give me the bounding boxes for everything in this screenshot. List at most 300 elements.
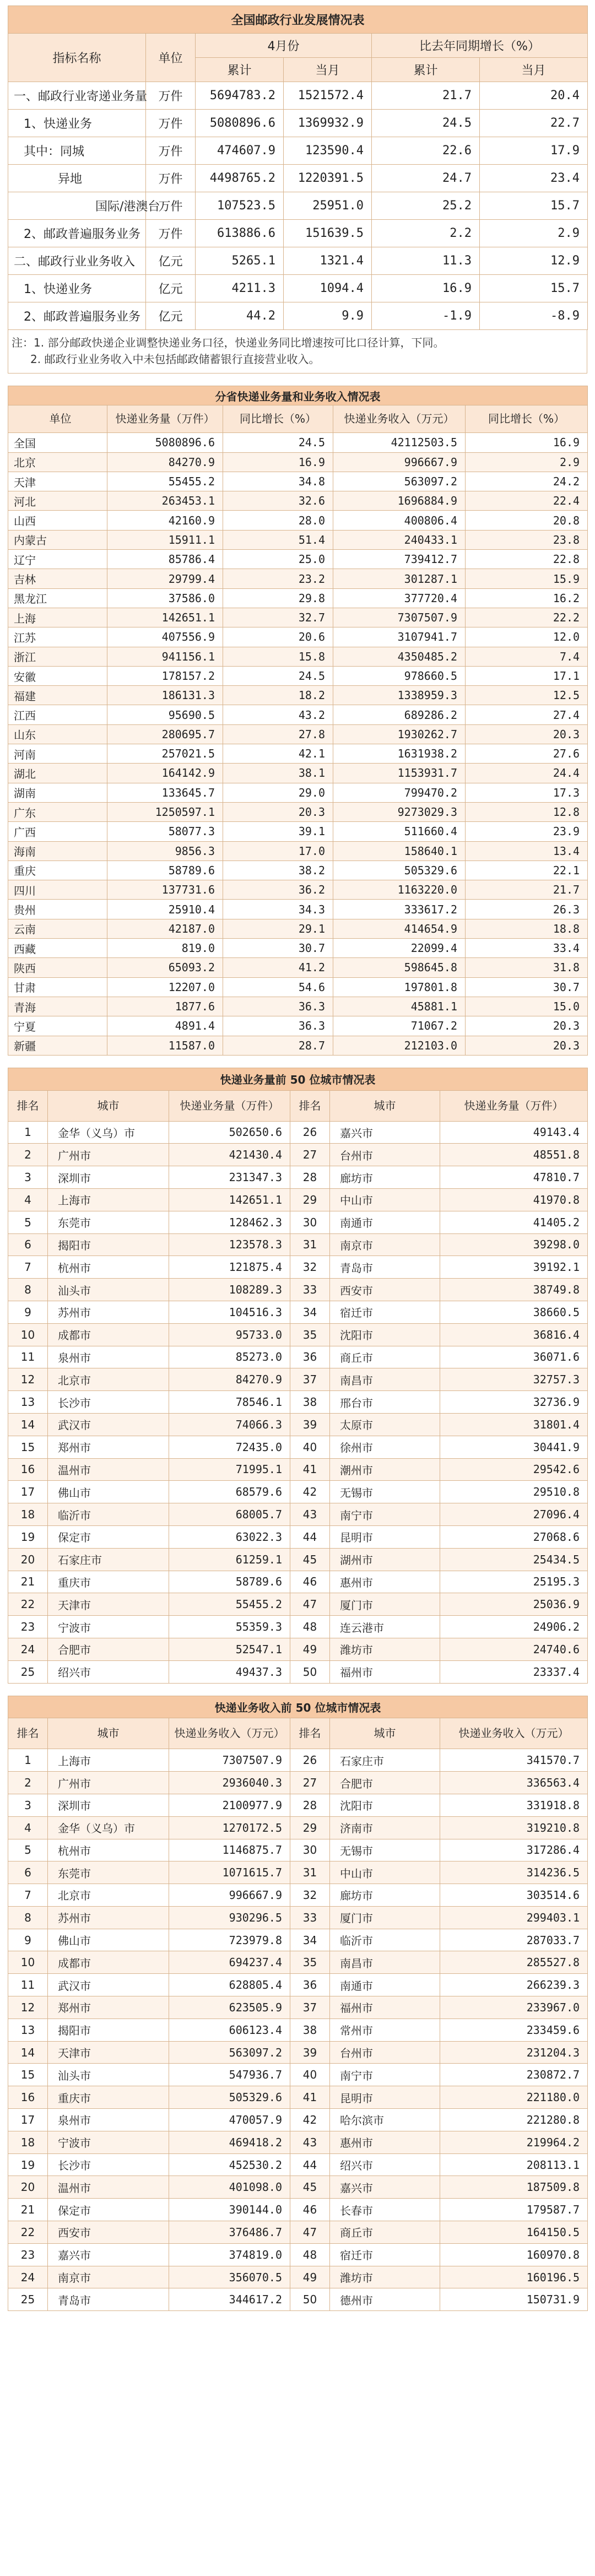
volume-growth: 34.8: [223, 472, 333, 491]
city-name: 南昌市: [330, 1951, 440, 1974]
rank: 3: [8, 1794, 48, 1816]
city-name: 郑州市: [48, 1436, 169, 1458]
volume-value: 178157.2: [107, 666, 223, 685]
table-row: [8, 110, 588, 137]
revenue-value: 996667.9: [333, 452, 466, 472]
city-name: 保定市: [48, 2199, 169, 2221]
table-row: [8, 1279, 588, 1301]
current-value: 1321.4: [284, 247, 372, 275]
value: 25036.9: [440, 1593, 588, 1616]
table-row: [8, 1368, 588, 1391]
table-row: [8, 666, 588, 685]
top50-revenue-table: [8, 1696, 588, 2312]
table-row: [8, 1816, 588, 1839]
rank: 18: [8, 1503, 48, 1526]
rank: 44: [290, 2153, 330, 2176]
value: 502650.6: [169, 1121, 290, 1144]
current-value: 9.9: [284, 302, 372, 330]
value: 628805.4: [169, 1974, 290, 1996]
city-name: 长春市: [330, 2199, 440, 2221]
table-row: [8, 1951, 588, 1974]
volume-growth: 29.0: [223, 783, 333, 802]
table-row: [8, 1016, 588, 1036]
table-row: [8, 1974, 588, 1996]
rank: 16: [8, 1458, 48, 1481]
value: 71995.1: [169, 1458, 290, 1481]
revenue-growth: 17.3: [466, 783, 588, 802]
table-row: [8, 627, 588, 647]
table-row: [8, 2086, 588, 2109]
value: 32736.9: [440, 1391, 588, 1414]
city-name: 潮州市: [330, 1458, 440, 1481]
city-name: 天津市: [48, 1593, 169, 1616]
city-name: 西安市: [48, 2221, 169, 2244]
value: 233459.6: [440, 2018, 588, 2041]
value: 31801.4: [440, 1413, 588, 1436]
rank: 42: [290, 1481, 330, 1503]
city-name: 天津市: [48, 2041, 169, 2064]
volume-value: 1250597.1: [107, 802, 223, 821]
city-name: 南京市: [330, 1233, 440, 1256]
city-name: 苏州市: [48, 1301, 169, 1323]
revenue-value: 414654.9: [333, 919, 466, 938]
volume-growth: 29.8: [223, 588, 333, 608]
rank: 6: [8, 1861, 48, 1884]
rank: 35: [290, 1323, 330, 1346]
volume-growth: 16.9: [223, 452, 333, 472]
growth-cumulative: -1.9: [372, 302, 480, 330]
city-name: 商丘市: [330, 2221, 440, 2244]
province-name: 河北: [8, 491, 107, 511]
value: 27068.6: [440, 1525, 588, 1548]
city-name: 连云港市: [330, 1616, 440, 1638]
table-row: [8, 608, 588, 627]
table-row: [8, 220, 588, 247]
volume-value: 137731.6: [107, 880, 223, 900]
volume-value: 407556.9: [107, 627, 223, 647]
city-name: 台州市: [330, 2041, 440, 2064]
city-name: 泉州市: [48, 2109, 169, 2131]
table-row: [8, 275, 588, 302]
province-name: 贵州: [8, 900, 107, 919]
volume-growth: 54.6: [223, 977, 333, 997]
table-row: [8, 1436, 588, 1458]
cumulative-value: 107523.5: [196, 192, 284, 220]
city-name: 金华（义乌）市: [48, 1816, 169, 1839]
volume-value: 4891.4: [107, 1016, 223, 1036]
unit-cell: 亿元: [146, 302, 196, 330]
volume-value: 263453.1: [107, 491, 223, 511]
value: 231347.3: [169, 1166, 290, 1189]
volume-value: 164142.9: [107, 764, 223, 783]
revenue-value: 45881.1: [333, 997, 466, 1016]
volume-value: 55455.2: [107, 472, 223, 491]
volume-growth: 20.3: [223, 802, 333, 821]
volume-value: 84270.9: [107, 452, 223, 472]
table-row: [8, 82, 588, 110]
value: 187509.8: [440, 2176, 588, 2199]
table-row: [8, 1638, 588, 1660]
revenue-value: 598645.8: [333, 958, 466, 977]
rank: 43: [290, 2131, 330, 2153]
city-name: 福州市: [330, 1660, 440, 1683]
rank: 2: [8, 1772, 48, 1794]
table-row: [8, 1211, 588, 1233]
table-row: [8, 2199, 588, 2221]
value: 287033.7: [440, 1929, 588, 1951]
volume-growth: 32.6: [223, 491, 333, 511]
province-name: 湖南: [8, 783, 107, 802]
province-name: 广西: [8, 822, 107, 841]
revenue-growth: 2.9: [466, 452, 588, 472]
value: 505329.6: [169, 2086, 290, 2109]
volume-value: 257021.5: [107, 744, 223, 764]
rank: 19: [8, 1525, 48, 1548]
table-row: [8, 137, 588, 165]
table-row: [8, 511, 588, 530]
unit-cell: 万件: [146, 220, 196, 247]
growth-cumulative: 21.7: [372, 82, 480, 110]
rank: 50: [290, 2288, 330, 2311]
value: 150731.9: [440, 2288, 588, 2311]
rank: 17: [8, 1481, 48, 1503]
value: 299403.1: [440, 1906, 588, 1929]
province-name: 全国: [8, 433, 107, 452]
rank: 33: [290, 1279, 330, 1301]
rank: 24: [8, 2266, 48, 2288]
province-express-table: [8, 386, 588, 1056]
rank: 32: [290, 1256, 330, 1279]
rank: 13: [8, 1391, 48, 1414]
table-row: [8, 1571, 588, 1593]
t2-header-volume: 快递业务量（万件）: [107, 405, 223, 433]
province-name: 新疆: [8, 1036, 107, 1055]
value: 85273.0: [169, 1346, 290, 1368]
growth-current: 20.4: [480, 82, 588, 110]
city-name: 成都市: [48, 1323, 169, 1346]
rank: 41: [290, 1458, 330, 1481]
table-row: [8, 165, 588, 192]
t3-header-city: 城市: [48, 1090, 169, 1121]
table-row: [8, 302, 588, 330]
city-name: 厦门市: [330, 1593, 440, 1616]
volume-growth: 36.3: [223, 1016, 333, 1036]
table-row: [8, 1121, 588, 1144]
table-row: [8, 686, 588, 705]
table-row: [8, 1996, 588, 2019]
unit-cell: 亿元: [146, 275, 196, 302]
city-name: 南通市: [330, 1211, 440, 1233]
cumulative-value: 474607.9: [196, 137, 284, 165]
city-name: 东莞市: [48, 1861, 169, 1884]
city-name: 嘉兴市: [330, 2176, 440, 2199]
rank: 10: [8, 1323, 48, 1346]
table-row: [8, 764, 588, 783]
unit-cell: 万件: [146, 192, 196, 220]
table-row: [8, 2221, 588, 2244]
rank: 5: [8, 1211, 48, 1233]
table-row: [8, 958, 588, 977]
value: 104516.3: [169, 1301, 290, 1323]
revenue-value: 240433.1: [333, 530, 466, 549]
city-name: 杭州市: [48, 1839, 169, 1861]
rank: 42: [290, 2109, 330, 2131]
city-name: 昆明市: [330, 1525, 440, 1548]
table-row: [8, 1458, 588, 1481]
revenue-growth: 13.4: [466, 841, 588, 861]
value: 55359.3: [169, 1616, 290, 1638]
value: 78546.1: [169, 1391, 290, 1414]
table-row: [8, 1884, 588, 1907]
value: 319210.8: [440, 1816, 588, 1839]
volume-growth: 32.7: [223, 608, 333, 627]
city-name: 东莞市: [48, 1211, 169, 1233]
city-name: 合肥市: [330, 1772, 440, 1794]
province-name: 内蒙古: [8, 530, 107, 549]
value: 303514.6: [440, 1884, 588, 1907]
city-name: 潍坊市: [330, 2266, 440, 2288]
rank: 9: [8, 1301, 48, 1323]
rank: 32: [290, 1884, 330, 1907]
value: 1146875.7: [169, 1839, 290, 1861]
rank: 46: [290, 2199, 330, 2221]
growth-current: 12.9: [480, 247, 588, 275]
revenue-growth: 22.1: [466, 861, 588, 880]
province-name: 福建: [8, 686, 107, 705]
city-name: 温州市: [48, 2176, 169, 2199]
province-name: 江苏: [8, 627, 107, 647]
table-row: [8, 192, 588, 220]
rank: 27: [290, 1144, 330, 1166]
rank: 19: [8, 2153, 48, 2176]
revenue-value: 400806.4: [333, 511, 466, 530]
revenue-value: 511660.4: [333, 822, 466, 841]
table-row: [8, 1794, 588, 1816]
city-name: 广州市: [48, 1772, 169, 1794]
value: 24906.2: [440, 1616, 588, 1638]
t3-header-rank-2: 排名: [290, 1090, 330, 1121]
city-name: 南通市: [330, 1974, 440, 1996]
table-row: [8, 491, 588, 511]
city-name: 德州市: [330, 2288, 440, 2311]
table-row: [8, 1188, 588, 1211]
rank: 45: [290, 2176, 330, 2199]
volume-growth: 51.4: [223, 530, 333, 549]
table-row: [8, 861, 588, 880]
cumulative-value: 613886.6: [196, 220, 284, 247]
t1-header-current: 当月: [284, 58, 372, 82]
table-row: [8, 2064, 588, 2086]
table-row: [8, 2131, 588, 2153]
table-row: [8, 939, 588, 958]
rank: 21: [8, 2199, 48, 2221]
value: 331918.8: [440, 1794, 588, 1816]
value: 930296.5: [169, 1906, 290, 1929]
growth-current: -8.9: [480, 302, 588, 330]
volume-value: 186131.3: [107, 686, 223, 705]
t3-header-value: 快递业务量（万件）: [169, 1090, 290, 1121]
revenue-growth: 31.8: [466, 958, 588, 977]
city-name: 宁波市: [48, 2131, 169, 2153]
province-name: 甘肃: [8, 977, 107, 997]
rank: 7: [8, 1256, 48, 1279]
table-row: [8, 1144, 588, 1166]
rank: 4: [8, 1816, 48, 1839]
rank: 31: [290, 1233, 330, 1256]
value: 469418.2: [169, 2131, 290, 2153]
volume-growth: 29.1: [223, 919, 333, 938]
current-value: 25951.0: [284, 192, 372, 220]
city-name: 厦门市: [330, 1906, 440, 1929]
province-name: 河南: [8, 744, 107, 764]
province-name: 四川: [8, 880, 107, 900]
city-name: 廊坊市: [330, 1884, 440, 1907]
value: 2100977.9: [169, 1794, 290, 1816]
t4-header-value: 快递业务收入（万元）: [169, 1718, 290, 1749]
growth-current: 15.7: [480, 192, 588, 220]
cumulative-value: 44.2: [196, 302, 284, 330]
volume-growth: 28.0: [223, 511, 333, 530]
growth-cumulative: 24.7: [372, 165, 480, 192]
table-row: [8, 880, 588, 900]
rank: 45: [290, 1548, 330, 1571]
revenue-growth: 22.2: [466, 608, 588, 627]
t2-header-unit: 单位: [8, 405, 107, 433]
revenue-growth: 22.4: [466, 491, 588, 511]
city-name: 福州市: [330, 1996, 440, 2019]
growth-cumulative: 24.5: [372, 110, 480, 137]
value: 84270.9: [169, 1368, 290, 1391]
rank: 11: [8, 1346, 48, 1368]
volume-value: 42187.0: [107, 919, 223, 938]
volume-value: 42160.9: [107, 511, 223, 530]
volume-value: 941156.1: [107, 647, 223, 666]
volume-growth: 36.2: [223, 880, 333, 900]
volume-growth: 38.1: [223, 764, 333, 783]
province-name: 浙江: [8, 647, 107, 666]
city-name: 北京市: [48, 1884, 169, 1907]
table-row: [8, 2288, 588, 2311]
value: 208113.1: [440, 2153, 588, 2176]
city-name: 常州市: [330, 2018, 440, 2041]
rank: 30: [290, 1839, 330, 1861]
value: 68579.6: [169, 1481, 290, 1503]
value: 285527.8: [440, 1951, 588, 1974]
rank: 8: [8, 1906, 48, 1929]
value: 160970.8: [440, 2243, 588, 2266]
rank: 29: [290, 1816, 330, 1839]
indicator-name: 1、快递业务: [8, 110, 146, 137]
province-name: 黑龙江: [8, 588, 107, 608]
volume-value: 25910.4: [107, 900, 223, 919]
revenue-value: 1163220.0: [333, 880, 466, 900]
city-name: 中山市: [330, 1861, 440, 1884]
current-value: 1094.4: [284, 275, 372, 302]
value: 341570.7: [440, 1749, 588, 1772]
volume-value: 12207.0: [107, 977, 223, 997]
city-name: 沈阳市: [330, 1794, 440, 1816]
cumulative-value: 5080896.6: [196, 110, 284, 137]
value: 23337.4: [440, 1660, 588, 1683]
city-name: 南昌市: [330, 1368, 440, 1391]
table-row: [8, 452, 588, 472]
revenue-value: 158640.1: [333, 841, 466, 861]
current-value: 1521572.4: [284, 82, 372, 110]
revenue-growth: 27.6: [466, 744, 588, 764]
city-name: 重庆市: [48, 2086, 169, 2109]
table-row: [8, 588, 588, 608]
value: 68005.7: [169, 1503, 290, 1526]
city-name: 深圳市: [48, 1794, 169, 1816]
rank: 13: [8, 2018, 48, 2041]
revenue-value: 22099.4: [333, 939, 466, 958]
value: 421430.4: [169, 1144, 290, 1166]
rank: 15: [8, 2064, 48, 2086]
revenue-value: 978660.5: [333, 666, 466, 685]
value: 25434.5: [440, 1548, 588, 1571]
value: 452530.2: [169, 2153, 290, 2176]
volume-growth: 36.3: [223, 997, 333, 1016]
rank: 36: [290, 1346, 330, 1368]
value: 723979.8: [169, 1929, 290, 1951]
table-row: [8, 744, 588, 764]
value: 317286.4: [440, 1839, 588, 1861]
table-row: [8, 1413, 588, 1436]
city-name: 长沙市: [48, 2153, 169, 2176]
value: 61259.1: [169, 1548, 290, 1571]
volume-value: 280695.7: [107, 724, 223, 744]
table2-title: 分省快递业务量和业务收入情况表: [8, 386, 588, 405]
revenue-growth: 20.3: [466, 724, 588, 744]
city-name: 中山市: [330, 1188, 440, 1211]
table-row: [8, 1906, 588, 1929]
table-row: [8, 724, 588, 744]
revenue-growth: 12.0: [466, 627, 588, 647]
volume-value: 15911.1: [107, 530, 223, 549]
growth-current: 23.4: [480, 165, 588, 192]
city-name: 郑州市: [48, 1996, 169, 2019]
current-value: 123590.4: [284, 137, 372, 165]
revenue-value: 7307507.9: [333, 608, 466, 627]
city-name: 绍兴市: [48, 1660, 169, 1683]
volume-value: 58077.3: [107, 822, 223, 841]
city-name: 深圳市: [48, 1166, 169, 1189]
table1-notes: [8, 330, 587, 374]
revenue-value: 333617.2: [333, 900, 466, 919]
t4-header-city: 城市: [48, 1718, 169, 1749]
t1-header-month: 4月份: [196, 34, 372, 58]
revenue-value: 71067.2: [333, 1016, 466, 1036]
indicator-name: 其中：同城: [8, 137, 146, 165]
rank: 29: [290, 1188, 330, 1211]
rank: 35: [290, 1951, 330, 1974]
rank: 28: [290, 1166, 330, 1189]
province-name: 湖北: [8, 764, 107, 783]
table-row: [8, 2109, 588, 2131]
value: 72435.0: [169, 1436, 290, 1458]
city-name: 广州市: [48, 1144, 169, 1166]
city-name: 南京市: [48, 2266, 169, 2288]
province-name: 辽宁: [8, 550, 107, 569]
revenue-growth: 23.8: [466, 530, 588, 549]
table-row: [8, 1503, 588, 1526]
value: 376486.7: [169, 2221, 290, 2244]
province-name: 西藏: [8, 939, 107, 958]
province-name: 重庆: [8, 861, 107, 880]
value: 128462.3: [169, 1211, 290, 1233]
city-name: 保定市: [48, 1525, 169, 1548]
table-row: [8, 783, 588, 802]
